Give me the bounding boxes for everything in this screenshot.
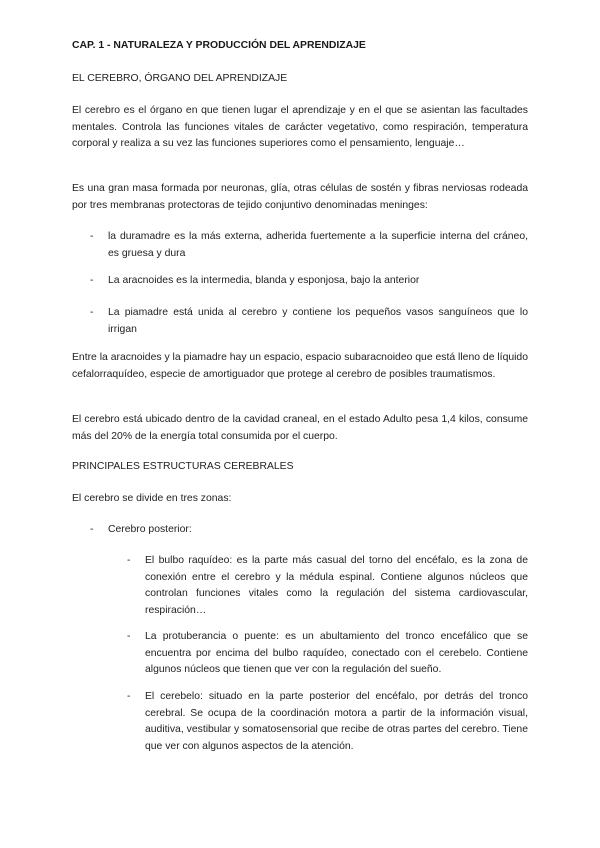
paragraph-ubicacion: El cerebro está ubicado dentro de la cavidad craneal, en el estado Adulto pesa 1,4 kilos, consume más del 20% de la energía total consumida por el cuerpo.	[72, 414, 528, 442]
list-item-duramadre: la duramadre es la más externa, adherida fuertemente a la superficie interna del cráneo, es gruesa y dura	[108, 231, 528, 259]
list-item-cerebro-posterior: Cerebro posterior:	[108, 524, 192, 535]
list-bullet: -	[127, 631, 131, 642]
list-item-aracnoides: La aracnoides es la intermedia, blanda y esponjosa, bajo la anterior	[108, 275, 420, 286]
list-bullet: -	[90, 524, 94, 535]
section-heading-cerebro: EL CEREBRO, ÓRGANO DEL APRENDIZAJE	[72, 73, 288, 84]
paragraph-masa: Es una gran masa formada por neuronas, glía, otras células de sostén y fibras nerviosas rodeada por tres membranas protectoras de tejido conjuntivo denominadas meninges:	[72, 183, 528, 211]
chapter-title: CAP. 1 - NATURALEZA Y PRODUCCIÓN DEL APRENDIZAJE	[72, 40, 366, 51]
paragraph-subaracnoideo: Entre la aracnoides y la piamadre hay un espacio, espacio subaracnoideo que está lleno de líquido cefalorraquídeo, especie de amortiguador que protege al cerebro de posibles traumatismos.	[72, 352, 528, 380]
paragraph-tres-zonas: El cerebro se divide en tres zonas:	[72, 493, 232, 504]
list-item-cerebelo: El cerebelo: situado en la parte posterior del encéfalo, por detrás del tronco cerebral. Se ocupa de la coordinación motora a partir de la información visual, auditiva, vestibular y somatosensorial que recibe de otras partes del cerebro. Tiene que ver con algunos aspectos de la atención.	[145, 691, 528, 752]
list-item-protuberancia: La protuberancia o puente: es un abultamiento del tronco encefálico que se encuentra por encima del bulbo raquídeo, conectado con el cerebelo. Contiene algunos núcleos que tienen que ver con la regulación del sueño.	[145, 631, 528, 675]
list-item-bulbo-raquideo: El bulbo raquídeo: es la parte más casual del torno del encéfalo, es la zona de conexión entre el cerebro y la médula espinal. Contiene algunos núcleos que controlan funciones vitales como la regulación del sistema cardiovascular, respiración…	[145, 555, 528, 616]
list-item-piamadre: La piamadre está unida al cerebro y contiene los pequeños vasos sanguíneos que lo irrigan	[108, 307, 528, 335]
list-bullet: -	[90, 231, 94, 242]
list-bullet: -	[127, 555, 131, 566]
list-bullet: -	[90, 275, 94, 286]
list-bullet: -	[127, 691, 131, 702]
section-heading-estructuras: PRINCIPALES ESTRUCTURAS CEREBRALES	[72, 461, 294, 472]
list-bullet: -	[90, 307, 94, 318]
paragraph-cerebro-intro: El cerebro es el órgano en que tienen lugar el aprendizaje y en el que se asientan las facultades mentales. Controla las funciones vitales de carácter vegetativo, como respiración, temperatura corporal y realiza a su vez las funciones superiores como el pensamiento, lenguaje…	[72, 105, 528, 149]
